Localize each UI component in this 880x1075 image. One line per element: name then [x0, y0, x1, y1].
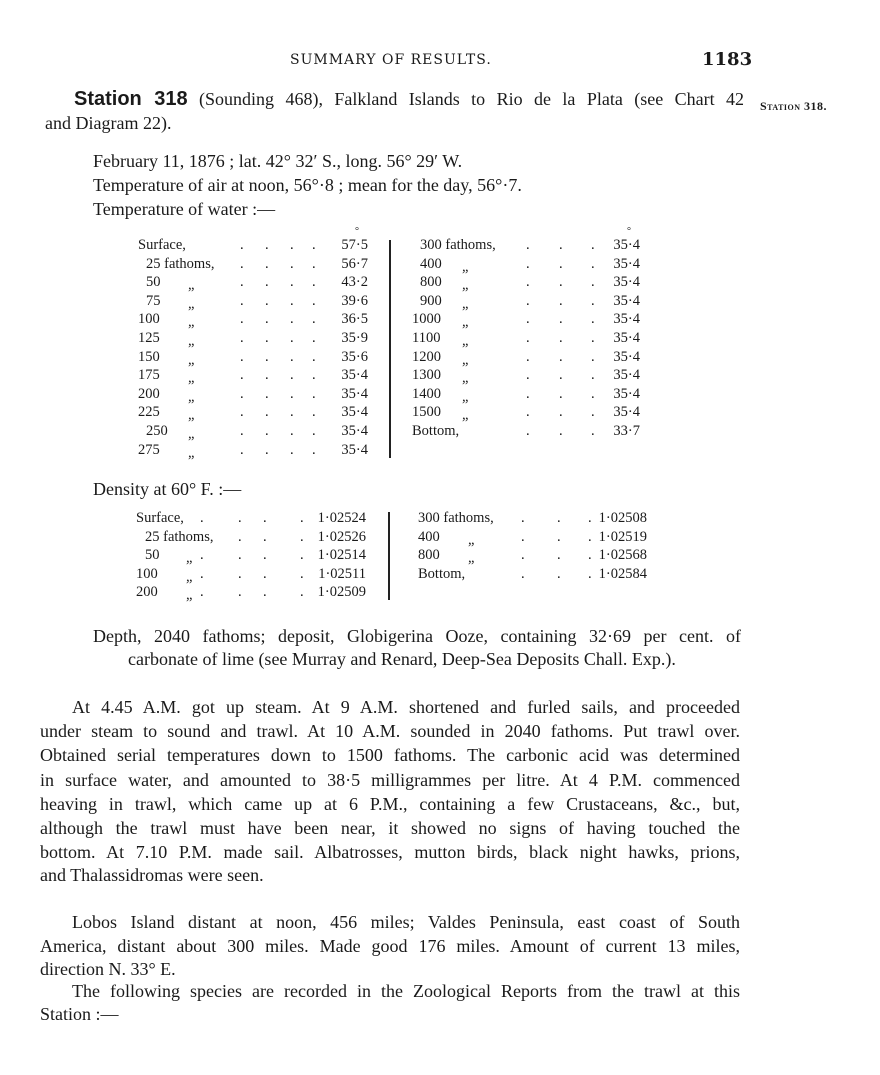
- table-row: [0, 386, 880, 404]
- value: 35·4: [613, 255, 640, 272]
- depth-label: Surface,: [138, 237, 186, 253]
- leader-dot: .: [265, 441, 269, 458]
- station-heading: [74, 88, 744, 110]
- leader-dot: .: [290, 255, 294, 272]
- leader-dot: .: [290, 292, 294, 309]
- leader-dot: .: [240, 367, 244, 384]
- leader-dot: .: [265, 348, 269, 365]
- ditto-mark: „: [188, 277, 195, 294]
- leader-dot: .: [557, 528, 561, 545]
- leader-dot: .: [557, 510, 561, 526]
- leader-dot: .: [265, 330, 269, 346]
- leader-dot: .: [312, 237, 316, 253]
- leader-dot: .: [312, 292, 316, 309]
- station-heading-line2: and Diagram 22).: [45, 113, 172, 133]
- leader-dot: .: [290, 423, 294, 439]
- value: 1·02524: [317, 510, 366, 526]
- table-row: [0, 510, 880, 528]
- leader-dot: .: [200, 565, 204, 582]
- ditto-mark: „: [188, 314, 195, 331]
- ditto-mark: „: [462, 388, 469, 405]
- leader-dot: .: [290, 441, 294, 458]
- leader-dot: .: [312, 330, 316, 346]
- depth-label: Bottom,: [412, 423, 460, 439]
- ditto-mark: „: [468, 531, 475, 548]
- text-line: direction N. 33° E.: [40, 959, 176, 980]
- leader-dot: .: [300, 584, 304, 601]
- leader-dot: .: [240, 274, 244, 291]
- leader-dot: .: [526, 348, 530, 365]
- water-temperature-heading: Temperature of water :—: [93, 199, 276, 219]
- value: 1·02519: [598, 528, 647, 545]
- leader-dot: .: [526, 255, 530, 272]
- table-row: [0, 256, 880, 274]
- depth-label: 25 fathoms,: [145, 528, 214, 545]
- leader-dot: .: [265, 255, 269, 272]
- depth-label: 400: [418, 528, 440, 545]
- ditto-mark: „: [462, 333, 469, 349]
- table-row: [0, 404, 880, 422]
- value: 35·4: [341, 385, 368, 402]
- leader-dot: .: [240, 348, 244, 365]
- leader-dot: .: [588, 547, 592, 564]
- value: 35·4: [613, 237, 640, 253]
- leader-dot: .: [200, 547, 204, 564]
- table-row: [0, 330, 880, 348]
- leader-dot: .: [526, 237, 530, 253]
- depth-label: 100: [136, 565, 158, 582]
- leader-dot: .: [591, 348, 595, 365]
- table-row: [0, 237, 880, 255]
- leader-dot: .: [290, 274, 294, 291]
- leader-dot: .: [557, 547, 561, 564]
- depth-label: 1200: [412, 348, 441, 365]
- depth-label: 150: [138, 348, 160, 365]
- page-number: 1183: [702, 49, 753, 70]
- depth-label: 300 fathoms,: [418, 510, 494, 526]
- leader-dot: .: [312, 385, 316, 402]
- leader-dot: .: [238, 584, 242, 601]
- leader-dot: .: [290, 385, 294, 402]
- depth-label: 75: [146, 292, 161, 309]
- value: 35·4: [341, 423, 368, 439]
- leader-dot: .: [238, 528, 242, 545]
- deposit-line-2: carbonate of lime (see Murray and Renard, Deep-Sea Deposits Chall. Exp.).: [128, 649, 676, 669]
- leader-dot: .: [559, 255, 563, 272]
- depth-label: 200: [136, 584, 158, 601]
- leader-dot: .: [526, 385, 530, 402]
- table-row: [0, 311, 880, 329]
- depth-label: 900: [420, 292, 442, 309]
- leader-dot: .: [312, 311, 316, 328]
- depth-label: 225: [138, 404, 160, 421]
- leader-dot: .: [559, 274, 563, 291]
- leader-dot: .: [591, 255, 595, 272]
- ditto-mark: „: [186, 550, 193, 567]
- depth-label: 1100: [412, 330, 441, 346]
- leader-dot: .: [591, 274, 595, 291]
- leader-dot: .: [526, 311, 530, 328]
- leader-dot: .: [263, 565, 267, 582]
- running-title: SUMMARY OF RESULTS.: [290, 52, 492, 68]
- leader-dot: .: [290, 367, 294, 384]
- table-row: [0, 367, 880, 385]
- leader-dot: .: [290, 404, 294, 421]
- depth-label: Bottom,: [418, 565, 466, 582]
- leader-dot: .: [290, 237, 294, 253]
- ditto-mark: „: [188, 388, 195, 405]
- leader-dot: .: [559, 404, 563, 421]
- leader-dot: .: [591, 423, 595, 439]
- leader-dot: .: [265, 311, 269, 328]
- deposit-line-1: Depth, 2040 fathoms; deposit, Globigerina Ooze, containing 32·69 per cent. of: [93, 626, 741, 646]
- leader-dot: .: [265, 274, 269, 291]
- ditto-mark: „: [462, 258, 469, 275]
- leader-dot: .: [312, 404, 316, 421]
- leader-dot: .: [312, 274, 316, 291]
- ditto-mark: „: [188, 407, 195, 424]
- text-line: Obtained serial temperatures down to 1500 fathoms. The carbonic acid was determined: [40, 745, 740, 766]
- ditto-mark: „: [462, 277, 469, 294]
- ditto-mark: „: [462, 314, 469, 331]
- ditto-mark: „: [462, 407, 469, 424]
- leader-dot: .: [265, 385, 269, 402]
- leader-dot: .: [263, 510, 267, 526]
- value: 39·6: [341, 292, 368, 309]
- value: 36·5: [341, 311, 368, 328]
- leader-dot: .: [265, 423, 269, 439]
- text-line: and Thalassidromas were seen.: [40, 865, 264, 886]
- value: 35·4: [613, 311, 640, 328]
- text-line: heaving in trawl, which came up at 6 P.M., containing a few Crustaceans, &c., but,: [40, 793, 740, 814]
- leader-dot: .: [312, 441, 316, 458]
- leader-dot: .: [559, 367, 563, 384]
- ditto-mark: „: [188, 370, 195, 387]
- table-row: [0, 584, 880, 602]
- depth-label: 100: [138, 311, 160, 328]
- value: 35·4: [613, 274, 640, 291]
- depth-label: 400: [420, 255, 442, 272]
- value: 1·02514: [317, 547, 366, 564]
- ditto-mark: „: [188, 333, 195, 349]
- leader-dot: .: [526, 292, 530, 309]
- leader-dot: .: [521, 510, 525, 526]
- depth-label: 300 fathoms,: [420, 237, 496, 253]
- value: 35·4: [613, 404, 640, 421]
- ditto-mark: „: [462, 370, 469, 387]
- value: 35·4: [341, 367, 368, 384]
- ditto-mark: „: [468, 550, 475, 567]
- leader-dot: .: [240, 311, 244, 328]
- depth-label: 125: [138, 330, 160, 346]
- value: 33·7: [613, 423, 640, 439]
- depth-label: 250: [146, 423, 168, 439]
- leader-dot: .: [526, 423, 530, 439]
- depth-label: 275: [138, 441, 160, 458]
- leader-dot: .: [200, 510, 204, 526]
- leader-dot: .: [200, 584, 204, 601]
- value: 1·02509: [317, 584, 366, 601]
- leader-dot: .: [300, 510, 304, 526]
- table-row: [0, 566, 880, 584]
- leader-dot: .: [312, 367, 316, 384]
- value: 1·02568: [598, 547, 647, 564]
- depth-label: 800: [420, 274, 442, 291]
- value: 35·4: [613, 385, 640, 402]
- margin-note: Station 318.: [760, 99, 828, 113]
- leader-dot: .: [521, 528, 525, 545]
- value: 57·5: [341, 237, 368, 253]
- leader-dot: .: [521, 565, 525, 582]
- station-title: Station 318: [74, 88, 188, 110]
- leader-dot: .: [290, 348, 294, 365]
- leader-dot: .: [240, 423, 244, 439]
- table-row: [0, 293, 880, 311]
- table-row: [0, 529, 880, 547]
- depth-label: 200: [138, 385, 160, 402]
- leader-dot: .: [238, 510, 242, 526]
- value: 35·6: [341, 348, 368, 365]
- leader-dot: .: [526, 274, 530, 291]
- leader-dot: .: [559, 311, 563, 328]
- depth-label: Surface,: [136, 510, 184, 526]
- leader-dot: .: [263, 584, 267, 601]
- text-line: under steam to sound and trawl. At 10 A.M. sounded in 2040 fathoms. Put trawl over.: [40, 721, 740, 742]
- leader-dot: .: [300, 528, 304, 545]
- leader-dot: .: [591, 367, 595, 384]
- depth-label: 1000: [412, 311, 441, 328]
- depth-label: 50: [145, 547, 160, 564]
- leader-dot: .: [240, 330, 244, 346]
- degree-mark: °: [627, 226, 631, 237]
- leader-dot: .: [591, 237, 595, 253]
- text-line: America, distant about 300 miles. Made good 176 miles. Amount of current 13 miles,: [40, 936, 740, 957]
- leader-dot: .: [300, 565, 304, 582]
- value: 35·4: [613, 292, 640, 309]
- leader-dot: .: [521, 547, 525, 564]
- leader-dot: .: [263, 528, 267, 545]
- leader-dot: .: [312, 423, 316, 439]
- ditto-mark: „: [462, 295, 469, 312]
- leader-dot: .: [591, 311, 595, 328]
- ditto-mark: „: [186, 587, 193, 604]
- ditto-mark: „: [186, 568, 193, 585]
- leader-dot: .: [591, 385, 595, 402]
- text-line: At 4.45 A.M. got up steam. At 9 A.M. shortened and furled sails, and proceeded: [72, 697, 740, 717]
- table-row: [0, 274, 880, 292]
- ditto-mark: „: [188, 351, 195, 368]
- leader-dot: .: [591, 404, 595, 421]
- leader-dot: .: [312, 348, 316, 365]
- leader-dot: .: [557, 565, 561, 582]
- depth-label: 175: [138, 367, 160, 384]
- leader-dot: .: [588, 528, 592, 545]
- depth-label: 800: [418, 547, 440, 564]
- text-line: although the trawl must have been near, it showed no signs of having touched the: [40, 818, 740, 838]
- leader-dot: .: [263, 547, 267, 564]
- value: 1·02526: [317, 528, 366, 545]
- leader-dot: .: [526, 367, 530, 384]
- leader-dot: .: [265, 237, 269, 253]
- air-temperature-line: Temperature of air at noon, 56°·8 ; mean for the day, 56°·7.: [93, 175, 522, 195]
- table-row: [0, 442, 880, 460]
- density-heading: Density at 60° F. :—: [93, 479, 242, 499]
- date-position-line: February 11, 1876 ; lat. 42° 32′ S., long. 56° 29′ W.: [93, 151, 463, 171]
- depth-label: 50: [146, 274, 161, 291]
- value: 35·4: [613, 367, 640, 384]
- leader-dot: .: [240, 385, 244, 402]
- text-line: bottom. At 7.10 P.M. made sail. Albatrosses, mutton birds, black night hawks, prions,: [40, 842, 740, 863]
- depth-label: 1400: [412, 385, 441, 402]
- text-line: Station :—: [40, 1004, 119, 1025]
- leader-dot: .: [300, 547, 304, 564]
- station-heading-rest: (Sounding 468), Falkland Islands to Rio de la Plata (see Chart 42: [199, 89, 745, 109]
- ditto-mark: „: [188, 444, 195, 461]
- leader-dot: .: [238, 565, 242, 582]
- leader-dot: .: [591, 292, 595, 309]
- leader-dot: .: [290, 311, 294, 328]
- value: 1·02584: [598, 565, 647, 582]
- value: 35·9: [341, 330, 368, 346]
- leader-dot: .: [526, 330, 530, 346]
- text-line: in surface water, and amounted to 38·5 milligrammes per litre. At 4 P.M. commenced: [40, 769, 740, 790]
- ditto-mark: „: [188, 295, 195, 312]
- value: 43·2: [341, 274, 368, 291]
- depth-label: 1300: [412, 367, 441, 384]
- table-row: [0, 349, 880, 367]
- leader-dot: .: [559, 423, 563, 439]
- depth-label: 25 fathoms,: [146, 255, 215, 272]
- leader-dot: .: [591, 330, 595, 346]
- text-line: Lobos Island distant at noon, 456 miles; Valdes Peninsula, east coast of South: [72, 912, 740, 932]
- leader-dot: .: [238, 547, 242, 564]
- value: 35·4: [613, 330, 640, 346]
- leader-dot: .: [559, 292, 563, 309]
- leader-dot: .: [312, 255, 316, 272]
- text-line: The following species are recorded in the Zoological Reports from the trawl at this: [72, 981, 740, 1001]
- leader-dot: .: [559, 330, 563, 346]
- leader-dot: .: [588, 565, 592, 582]
- ditto-mark: „: [188, 426, 195, 442]
- depth-label: 1500: [412, 404, 441, 421]
- leader-dot: .: [559, 237, 563, 253]
- leader-dot: .: [240, 255, 244, 272]
- leader-dot: .: [240, 441, 244, 458]
- leader-dot: .: [290, 330, 294, 346]
- leader-dot: .: [265, 292, 269, 309]
- leader-dot: .: [559, 385, 563, 402]
- leader-dot: .: [240, 404, 244, 421]
- ditto-mark: „: [462, 351, 469, 368]
- value: 35·4: [613, 348, 640, 365]
- leader-dot: .: [588, 510, 592, 526]
- degree-mark: °: [355, 226, 359, 237]
- value: 35·4: [341, 404, 368, 421]
- table-row: [0, 423, 880, 441]
- leader-dot: .: [240, 292, 244, 309]
- value: 56·7: [341, 255, 368, 272]
- value: 1·02511: [318, 565, 366, 582]
- value: 1·02508: [598, 510, 647, 526]
- leader-dot: .: [265, 404, 269, 421]
- leader-dot: .: [526, 404, 530, 421]
- leader-dot: .: [559, 348, 563, 365]
- leader-dot: .: [265, 367, 269, 384]
- leader-dot: .: [240, 237, 244, 253]
- value: 35·4: [341, 441, 368, 458]
- table-row: [0, 547, 880, 565]
